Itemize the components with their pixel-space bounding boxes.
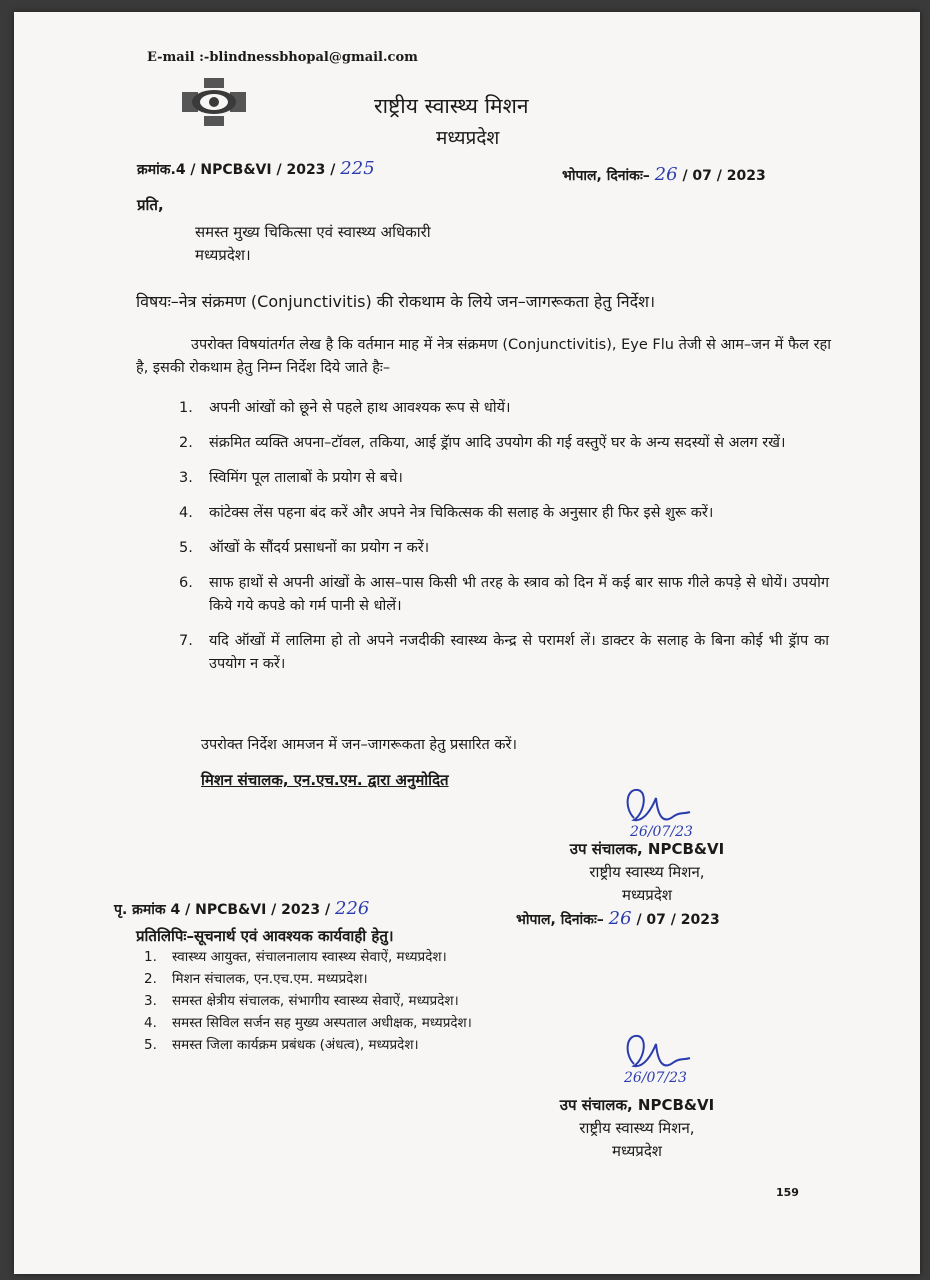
- eye-logo-icon: [182, 78, 246, 126]
- list-item: [179, 630, 829, 676]
- item-text: संक्रमित व्यक्ति अपना–टॉवल, तकिया, आई ड्रॅाप आदि उपयोग की गई वस्तुऐं घर के अन्य सदस्यों से अलग रखें।: [209, 435, 786, 451]
- instruction-list: [179, 397, 829, 688]
- signature-1-date: 26/07/23: [630, 824, 693, 838]
- item-number: 4.: [144, 1015, 157, 1031]
- intro-paragraph: उपरोक्त विषयांतर्गत लेख है कि वर्तमान माह में नेत्र संक्रमण (Conjunctivitis), Eye Flu तेजी से आम–जन में फैल रहा है, इसकी रोकथाम हेतु निम्न निर्देश दिये जाते हैः–: [136, 337, 831, 376]
- addressee-line-2: मध्यप्रदेश।: [195, 246, 251, 264]
- item-number: 5.: [144, 1037, 157, 1053]
- document-page: [14, 12, 920, 1274]
- list-item: [179, 467, 829, 490]
- addressee-label: प्रति,: [137, 196, 164, 214]
- subject-line: विषयः–नेत्र संक्रमण (Conjunctivitis) की रोकथाम के लिये जन–जागरूकता हेतु निर्देश।: [136, 292, 656, 311]
- signatory-block-2: [532, 1094, 742, 1163]
- item-text: समस्त सिविल सर्जन सह मुख्य अस्पताल अधीक्षक, मध्यप्रदेश।: [172, 1015, 472, 1031]
- closing-line: उपरोक्त निर्देश आमजन में जन–जागरूकता हेतु प्रसारित करें।: [201, 737, 517, 753]
- copy-heading: प्रतिलिपिः–सूचनार्थ एवं आवश्यक कार्यवाही हेतु।: [136, 927, 394, 945]
- signatory-state: मध्यप्रदेश: [611, 1142, 662, 1160]
- item-number: 4.: [179, 505, 193, 521]
- list-item: [179, 572, 829, 618]
- signatory-state: मध्यप्रदेश: [621, 886, 672, 904]
- signatory-block-1: [542, 838, 752, 907]
- item-number: 7.: [179, 633, 193, 649]
- signature-1: [604, 778, 714, 838]
- addressee-line-1: समस्त मुख्य चिकित्सा एवं स्वास्थ्य अधिकारी: [195, 223, 431, 241]
- item-text: कांटेक्स लेंस पहना बंद करें और अपने नेत्र चिकित्सक की सलाह के अनुसार ही फिर इसे शुरू करें।: [209, 505, 714, 521]
- item-number: 3.: [179, 470, 193, 486]
- page-number: 159: [776, 1186, 799, 1199]
- email-header: E-mail :-blindnessbhopal@gmail.com: [147, 50, 418, 65]
- date-handwritten-day: 26: [654, 164, 678, 185]
- signatory-org: राष्ट्रीय स्वास्थ्य मिशन,: [579, 1119, 695, 1137]
- list-item: [179, 537, 829, 560]
- reference-handwritten-number: 225: [340, 158, 375, 179]
- signatory-title: उप संचालक, NPCB&VI: [569, 840, 725, 858]
- signature-2-date: 26/07/23: [624, 1070, 687, 1084]
- copy-reference-prefix: पृ. क्रमांक 4 / NPCB&VI / 2023 /: [114, 902, 331, 918]
- signatory-title: उप संचालक, NPCB&VI: [559, 1096, 715, 1114]
- list-item: [179, 502, 829, 525]
- item-text: स्वास्थ्य आयुक्त, संचालनालाय स्वास्थ्य सेवाऐं, मध्यप्रदेश।: [172, 949, 447, 965]
- date-prefix: भोपाल, दिनांकः–: [562, 168, 650, 184]
- copy-date-rest: / 07 / 2023: [636, 912, 720, 928]
- reference-number: [137, 158, 375, 179]
- item-number: 2.: [144, 971, 157, 987]
- date-rest: / 07 / 2023: [682, 168, 766, 184]
- list-item: [144, 968, 624, 990]
- item-number: 3.: [144, 993, 157, 1009]
- copy-reference-handwritten-number: 226: [335, 898, 370, 919]
- item-text: मिशन संचालक, एन.एच.एम. मध्यप्रदेश।: [172, 971, 368, 987]
- item-number: 5.: [179, 540, 193, 556]
- copy-date-prefix: भोपाल, दिनांकः–: [516, 912, 604, 928]
- item-text: यदि ऑखों में लालिमा हो तो अपने नजदीकी स्वास्थ्य केन्द्र से परामर्श लें। डाक्टर के सलाह के बिना कोई भी ड्रॅाप का उपयोग न करें।: [209, 633, 829, 672]
- list-item: [179, 397, 829, 420]
- item-number: 1.: [144, 949, 157, 965]
- item-text: स्विमिंग पूल तालाबों के प्रयोग से बचे।: [209, 470, 403, 486]
- signatory-org: राष्ट्रीय स्वास्थ्य मिशन,: [589, 863, 705, 881]
- item-number: 2.: [179, 435, 193, 451]
- copy-date: [516, 908, 720, 929]
- list-item: [144, 1034, 624, 1056]
- approval-line: मिशन संचालक, एन.एच.एम. द्वारा अनुमोदित: [201, 771, 449, 789]
- org-title: राष्ट्रीय स्वास्थ्य मिशन: [374, 94, 529, 118]
- list-item: [179, 432, 829, 455]
- item-text: ऑखों के सौंदर्य प्रसाधनों का प्रयोग न करें।: [209, 540, 430, 556]
- reference-prefix: क्रमांक.4 / NPCB&VI / 2023 /: [137, 162, 336, 178]
- signature-2: [604, 1024, 714, 1084]
- copy-date-handwritten-day: 26: [608, 908, 632, 929]
- item-number: 6.: [179, 575, 193, 591]
- state-title: मध्यप्रदेश: [436, 127, 500, 149]
- item-text: समस्त क्षेत्रीय संचालक, संभागीय स्वास्थ्य सेवाऐं, मध्यप्रदेश।: [172, 993, 459, 1009]
- item-number: 1.: [179, 400, 193, 416]
- item-text: अपनी आंखों को छूने से पहले हाथ आवश्यक रूप से धोयें।: [209, 400, 511, 416]
- list-item: [144, 946, 624, 968]
- letter-date: [562, 164, 766, 185]
- copy-list: [144, 946, 624, 1056]
- item-text: समस्त जिला कार्यक्रम प्रबंधक (अंधत्व), मध्यप्रदेश।: [172, 1037, 419, 1053]
- list-item: [144, 1012, 624, 1034]
- item-text: साफ हाथों से अपनी आंखों के आस–पास किसी भी तरह के स्त्राव को दिन में कई बार साफ गीले कपड़े से धोयें। उपयोग किये गये कपडे को गर्म पानी से धोलें।: [209, 575, 829, 614]
- list-item: [144, 990, 624, 1012]
- copy-reference-number: [114, 898, 369, 919]
